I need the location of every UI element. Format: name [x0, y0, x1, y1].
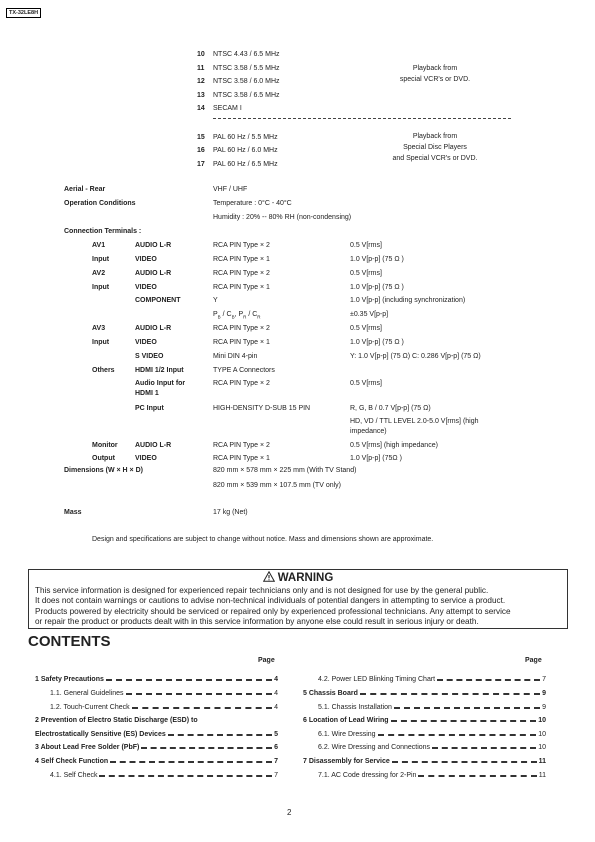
toc-entry[interactable]: [318, 675, 546, 685]
terminal-signal: VIDEO: [135, 256, 157, 263]
terminal-group: Input: [92, 256, 110, 263]
terminal-type: RCA PIN Type × 2: [213, 242, 270, 249]
toc-entry-page: 11: [538, 758, 546, 765]
toc-entry-page: 4: [274, 704, 278, 711]
terminal-type: RCA PIN Type × 1: [213, 339, 270, 346]
toc-entry[interactable]: [318, 771, 546, 781]
toc-entry[interactable]: [318, 730, 546, 740]
terminal-signal: AUDIO L-R: [135, 270, 172, 277]
playback-note-1: [380, 63, 490, 85]
operation-label: Operation Conditions: [64, 200, 136, 207]
terminal-type: TYPE A Connectors: [213, 367, 275, 374]
terminal-value: 1.0 V[p-p] (75 Ω ): [350, 256, 404, 263]
mode-label: NTSC 3.58 / 6.0 MHz: [213, 78, 280, 85]
terminal-value: 1.0 V[p-p] (75Ω ): [350, 455, 402, 462]
toc-entry-label: 4.2. Power LED Blinking Timing Chart: [318, 676, 436, 683]
mode-label: NTSC 3.58 / 6.5 MHz: [213, 92, 280, 99]
terminal-type: RCA PIN Type × 2: [213, 380, 270, 387]
warning-line: It does not contain warnings or cautions to advise non-technical individuals of potential dangers in attempting to service a product.: [35, 596, 506, 606]
toc-page-header-right: Page: [525, 657, 542, 664]
toc-entry-label: 1.2. Touch-Current Check: [50, 704, 130, 711]
terminal-signal: AUDIO L-R: [135, 325, 172, 332]
connection-terminals-label: Connection Terminals :: [64, 228, 142, 235]
note-line: and Special VCR's or DVD.: [392, 155, 478, 162]
toc-entry-page: 4: [274, 676, 278, 683]
toc-entry-label: 4.1. Self Check: [50, 772, 98, 779]
operation-humidity: Humidity : 20% -- 80% RH (non-condensing): [213, 214, 352, 221]
mode-label: NTSC 3.58 / 5.5 MHz: [213, 65, 280, 72]
warning-line: or repair the product or products dealt with in this service information by anyone else could result in serious injury or death.: [35, 617, 479, 627]
toc-leader: [432, 747, 536, 749]
terminal-signal: HDMI 1/2 Input: [135, 367, 184, 374]
toc-leader: [378, 734, 537, 736]
dimensions-label: Dimensions (W × H × D): [64, 467, 143, 474]
toc-entry-label: 2 Prevention of Electro Static Discharge (ESD) to: [35, 717, 198, 724]
toc-entry[interactable]: [303, 757, 546, 767]
disclaimer: Design and specifications are subject to change without notice. Mass and dimensions shown are approximate.: [92, 536, 434, 543]
terminal-value: impedance): [350, 428, 387, 435]
model-tag: TX-32LE8H: [6, 8, 41, 18]
toc-entry-label: 5.1. Chassis Installation: [318, 704, 392, 711]
toc-entry-page: 9: [542, 704, 546, 711]
toc-leader: [110, 761, 272, 763]
mode-number: 14: [197, 105, 205, 112]
terminal-signal: VIDEO: [135, 339, 157, 346]
aerial-value: VHF / UHF: [213, 186, 248, 193]
toc-entry-page: 11: [538, 772, 546, 779]
warning-text: [35, 586, 511, 628]
terminal-type: HIGH-DENSITY D-SUB 15 PIN: [213, 405, 311, 412]
terminal-signal: AUDIO L-R: [135, 442, 172, 449]
toc-entry-label: 7.1. AC Code dressing for 2-Pin: [318, 772, 417, 779]
mode-label: PAL 60 Hz / 6.5 MHz: [213, 161, 278, 168]
separator-line: [213, 118, 511, 119]
mass-value: 17 kg (Net): [213, 509, 248, 516]
terminal-type: Mini DIN 4-pin: [213, 353, 258, 360]
toc-leader: [168, 734, 272, 736]
toc-leader: [391, 720, 537, 722]
note-line: Playback from: [412, 133, 458, 140]
mode-number: 17: [197, 161, 205, 168]
terminal-group: AV1: [92, 242, 106, 249]
toc-entry[interactable]: [35, 730, 278, 740]
toc-entry-page: 5: [274, 731, 278, 738]
toc-entry-page: 9: [542, 690, 546, 697]
toc-entry-label: 7 Disassembly for Service: [303, 758, 390, 765]
terminal-signal: VIDEO: [135, 284, 157, 291]
terminal-signal: VIDEO: [135, 455, 157, 462]
toc-leader: [392, 761, 537, 763]
toc-entry[interactable]: [303, 689, 546, 699]
toc-leader: [141, 747, 272, 749]
warning-box: [28, 569, 568, 629]
toc-entry[interactable]: [50, 771, 278, 781]
terminal-value: 1.0 V[p-p] (75 Ω ): [350, 339, 404, 346]
warning-line: This service information is designed for experienced repair technicians only and is not designed for use by the general public.: [35, 586, 489, 595]
terminal-group: Others: [92, 367, 115, 374]
note-line: Special Disc Players: [403, 144, 467, 151]
page-number: 2: [287, 808, 292, 817]
toc-entry-label: 3 About Lead Free Solder (PbF): [35, 744, 140, 751]
terminal-signal: PC Input: [135, 405, 164, 412]
operation-temp: Temperature : 0°C - 40°C: [213, 200, 292, 207]
warning-heading: [29, 571, 567, 584]
mode-number: 12: [197, 78, 205, 85]
toc-leader: [132, 707, 272, 709]
mass-label: Mass: [64, 509, 82, 516]
terminal-signal: COMPONENT: [135, 297, 181, 304]
toc-entry-label: 5 Chassis Board: [303, 690, 358, 697]
toc-entry-label: 6.1. Wire Dressing: [318, 731, 376, 738]
toc-entry-page: 4: [274, 690, 278, 697]
terminal-type: RCA PIN Type × 2: [213, 325, 270, 332]
toc-entry-page: 6: [274, 744, 278, 751]
terminal-value: 0.5 V[rms]: [350, 380, 382, 387]
mode-label: PAL 60 Hz / 5.5 MHz: [213, 134, 278, 141]
toc-leader: [360, 693, 540, 695]
terminal-value: 0.5 V[rms] (high impedance): [350, 442, 438, 449]
terminal-group: Input: [92, 339, 110, 346]
mode-label: NTSC 4.43 / 6.5 MHz: [213, 51, 280, 58]
toc-entry[interactable]: [303, 716, 546, 726]
toc-entry[interactable]: [35, 743, 278, 753]
warning-line: Products powered by electricity should be serviced or repaired only by experienced professional technicians. Any attempt to service: [35, 606, 511, 616]
terminal-group: Input: [92, 284, 110, 291]
terminal-signal: HDMI 1: [135, 390, 159, 397]
terminal-value: Y: 1.0 V[p-p] (75 Ω) C: 0.286 V[p-p] (75 Ω): [350, 353, 481, 360]
toc-entry-page: 10: [538, 717, 546, 724]
mode-number: 16: [197, 147, 205, 154]
terminal-value: 0.5 V[rms]: [350, 270, 382, 277]
contents-title: CONTENTS: [28, 633, 111, 650]
terminal-type: RCA PIN Type × 1: [213, 455, 270, 462]
dimensions-value-2: 820 mm × 539 mm × 107.5 mm (TV only): [213, 482, 341, 489]
terminal-signal: Audio Input for: [135, 380, 186, 387]
warning-title: WARNING: [277, 572, 334, 584]
mode-number: 11: [197, 65, 205, 72]
terminal-type: RCA PIN Type × 1: [213, 284, 270, 291]
mode-label: SECAM I: [213, 105, 242, 112]
toc-page-header-left: Page: [258, 657, 275, 664]
note-line: special VCR's or DVD.: [399, 76, 471, 83]
terminal-group: AV3: [92, 325, 106, 332]
toc-entry[interactable]: [35, 675, 278, 685]
toc-leader: [106, 679, 272, 681]
terminal-value: 1.0 V[p-p] (75 Ω ): [350, 284, 404, 291]
terminal-signal: S VIDEO: [135, 353, 164, 360]
terminal-type: $P_B / C_B$, $P_R / C_R$: [213, 311, 261, 320]
toc-entry[interactable]: [50, 703, 278, 713]
aerial-label: Aerial - Rear: [64, 186, 106, 193]
toc-entry[interactable]: [318, 703, 546, 713]
toc-entry-page: 10: [538, 731, 546, 738]
terminal-value: HD, VD / TTL LEVEL 2.0-5.0 V[rms] (high: [350, 418, 479, 425]
toc-entry-label: 1 Safety Precautions: [35, 676, 104, 683]
toc-entry-label: 1.1. General Guidelines: [50, 690, 124, 697]
toc-entry[interactable]: [35, 757, 278, 767]
toc-entry-page: 7: [274, 772, 278, 779]
terminal-type: Y: [213, 297, 218, 304]
toc-entry-page: 7: [542, 676, 546, 683]
terminal-group: AV2: [92, 270, 106, 277]
toc-leader: [418, 775, 536, 777]
mode-number: 15: [197, 134, 205, 141]
terminal-value: 1.0 V[p-p] (including synchronization): [350, 297, 466, 304]
toc-entry-label: 6 Location of Lead Wiring: [303, 717, 389, 724]
mode-label: PAL 60 Hz / 6.0 MHz: [213, 147, 278, 154]
terminal-signal: AUDIO L-R: [135, 242, 172, 249]
toc-leader: [394, 707, 540, 709]
terminal-type: RCA PIN Type × 2: [213, 270, 270, 277]
playback-note-2: [372, 131, 498, 164]
note-line: Playback from: [412, 65, 458, 72]
terminal-value: R, G, B / 0.7 V[p-p] (75 Ω): [350, 405, 431, 412]
terminal-value: 0.5 V[rms]: [350, 242, 382, 249]
toc-entry-label: 6.2. Wire Dressing and Connections: [318, 744, 431, 751]
mode-number: 13: [197, 92, 205, 99]
toc-entry[interactable]: [35, 716, 278, 726]
terminal-group: Output: [92, 455, 115, 462]
toc-entry-label: Electrostatically Sensitive (ES) Devices: [35, 731, 166, 738]
terminal-group: Monitor: [92, 442, 118, 449]
warning-triangle-icon: [263, 571, 275, 582]
terminal-value: 0.5 V[rms]: [350, 325, 382, 332]
toc-leader: [126, 693, 273, 695]
toc-entry-page: 10: [538, 744, 546, 751]
toc-entry-label: 4 Self Check Function: [35, 758, 109, 765]
toc-leader: [99, 775, 272, 777]
toc-entry[interactable]: [318, 743, 546, 753]
toc-leader: [437, 679, 540, 681]
mode-number: 10: [197, 51, 205, 58]
terminal-value: ±0.35 V[p-p]: [350, 311, 389, 318]
toc-entry[interactable]: [50, 689, 278, 699]
toc-entry-page: 7: [274, 758, 278, 765]
terminal-type: RCA PIN Type × 1: [213, 256, 270, 263]
terminal-type: RCA PIN Type × 2: [213, 442, 270, 449]
dimensions-value-1: 820 mm × 578 mm × 225 mm (With TV Stand): [213, 467, 357, 474]
